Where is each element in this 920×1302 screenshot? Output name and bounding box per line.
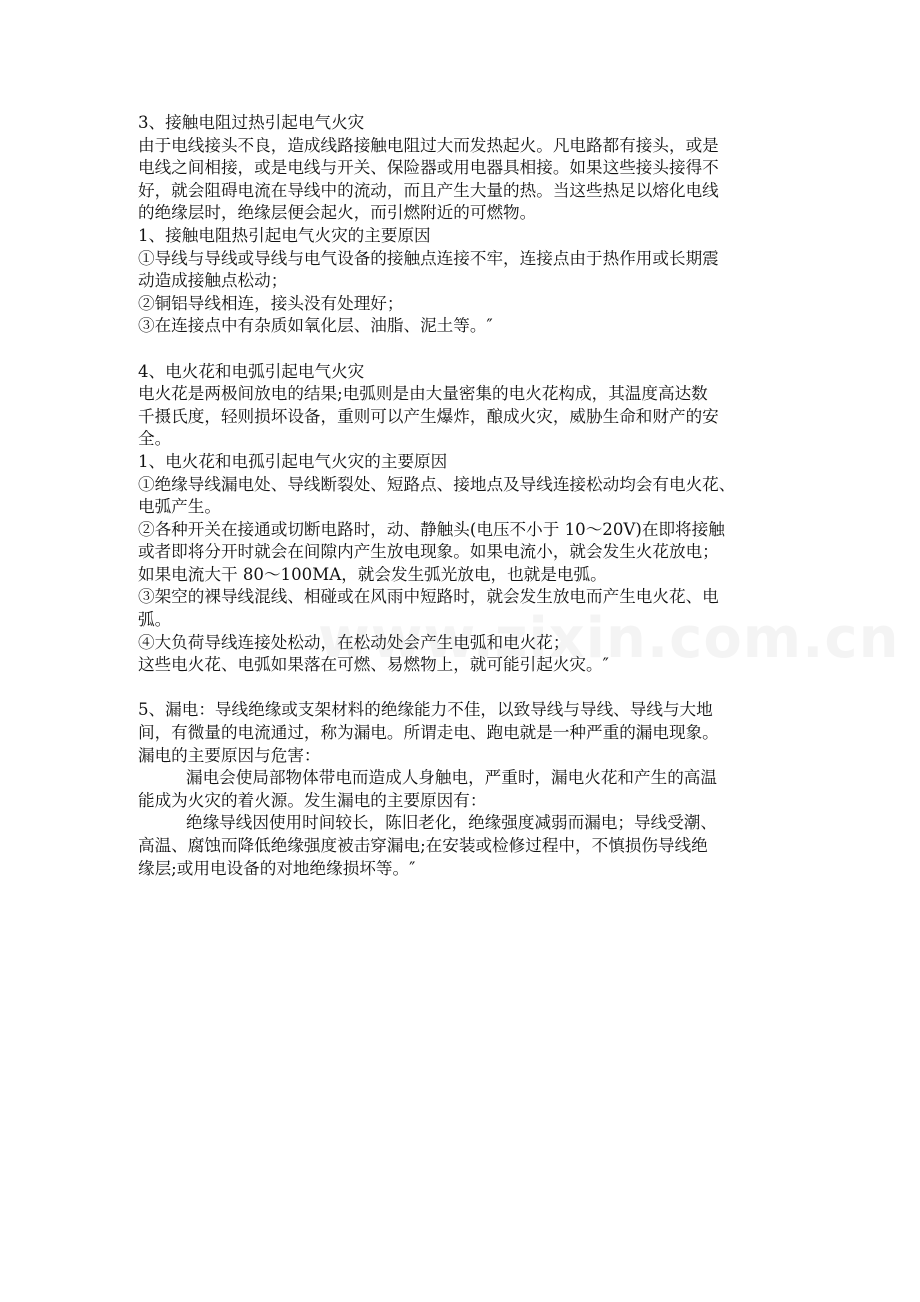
cause-line: ③架空的裸导线混线、相碰或在风雨中短路时，就会发生放电而产生电火花、电 <box>138 587 719 607</box>
body-line: 好，就会阻碍电流在导线中的流动，而且产生大量的热。当这些热足以熔化电线 <box>138 180 719 200</box>
section-contact-resistance <box>138 112 784 338</box>
body-line: 的绝缘层时，绝缘层便会起火，而引燃附近的可燃物。 <box>138 203 537 223</box>
section-body <box>138 383 784 451</box>
body-line: 漏电的主要原因与危害： <box>138 745 321 765</box>
cause-line: 弧。 <box>138 610 172 630</box>
section-heading: 4、电火花和电弧引起电气火灾 <box>138 361 365 381</box>
paragraph-line: 绝缘导线因使用时间较长，陈旧老化，绝缘强度减弱而漏电；导线受潮、 <box>186 813 717 833</box>
body-line: 间，有微量的电流通过，称为漏电。所谓走电、跑电就是一种严重的漏电现象。 <box>138 723 719 743</box>
cause-line: ①绝缘导线漏电处、导线断裂处、短路点、接地点及导线连接松动均会有电火花、 <box>138 474 736 494</box>
section-spark-arc <box>138 361 784 677</box>
body-line: 千摄氏度，轻则损坏设备，重则可以产生爆炸，酿成火灾，威胁生命和财产的安 <box>138 406 719 426</box>
section-body <box>138 699 784 767</box>
cause-line: ④大负荷导线连接处松动，在松动处会产生电弧和电火花； <box>138 632 570 652</box>
causes-list <box>138 474 784 677</box>
causes-heading: 1、电火花和电孤引起电气火灾的主要原因 <box>138 451 448 471</box>
causes-heading: 1、接触电阻热引起电气火灾的主要原因 <box>138 225 431 245</box>
paragraph-line: 能成为火灾的着火源。发生漏电的主要原因有： <box>138 790 487 810</box>
paragraph-line: 缘层;或用电设备的对地绝缘损坏等。″ <box>138 858 416 878</box>
section-body <box>138 135 784 225</box>
cause-line: 如果电流大干 80～100MA，就会发生弧光放电，也就是电弧。 <box>138 564 607 584</box>
section-heading: 3、接触电阻过热引起电气火灾 <box>138 113 365 132</box>
section-leakage <box>138 699 784 880</box>
body-line: 电线之间相接，或是电线与开关、保险器或用电器具相接。如果这些接头接得不 <box>138 158 719 178</box>
cause-line: 这些电火花、电弧如果落在可燃、易燃物上，就可能引起火灾。″ <box>138 655 609 675</box>
body-line: 由于电线接头不良，造成线路接触电阻过大而发热起火。凡电路都有接头，或是 <box>138 135 719 155</box>
cause-line: 动造成接触点松动； <box>138 271 288 291</box>
paragraph-causes <box>138 812 784 880</box>
body-line: 5、漏电：导线绝缘或支架材料的绝缘能力不佳，以致导线与导线、导线与大地 <box>138 700 713 720</box>
cause-line: 或者即将分开时就会在间隙内产生放电现象。如果电流小，就会发生火花放电； <box>138 542 719 562</box>
paragraph-line: 漏电会使局部物体带电而造成人身触电，严重时，漏电火花和产生的高温 <box>186 768 717 788</box>
spacer <box>138 677 784 700</box>
body-line: 全。 <box>138 429 172 449</box>
body-line: 电火花是两极间放电的结果;电弧则是由大量密集的电火花构成，其温度高达数 <box>138 384 708 404</box>
paragraph-hazard <box>138 767 784 812</box>
cause-line: ②铜铝导线相连，接头没有处理好； <box>138 293 404 313</box>
cause-line: 电弧产生。 <box>138 497 221 517</box>
spacer <box>138 338 784 361</box>
cause-line: ③在连接点中有杂质如氧化层、油脂、泥土等。″ <box>138 316 493 336</box>
paragraph-line: 高温、腐蚀而降低绝缘强度被击穿漏电;在安装或检修过程中，不慎损伤导线绝 <box>138 836 708 855</box>
cause-line: ②各种开关在接通或切断电路时，动、静触头(电压不小于 10～20V)在即将接触 <box>138 519 725 539</box>
document-page <box>138 112 784 880</box>
cause-line: ①导线与导线或导线与电气设备的接触点连接不牢，连接点由于热作用或长期震 <box>138 248 719 268</box>
causes-list <box>138 248 784 338</box>
